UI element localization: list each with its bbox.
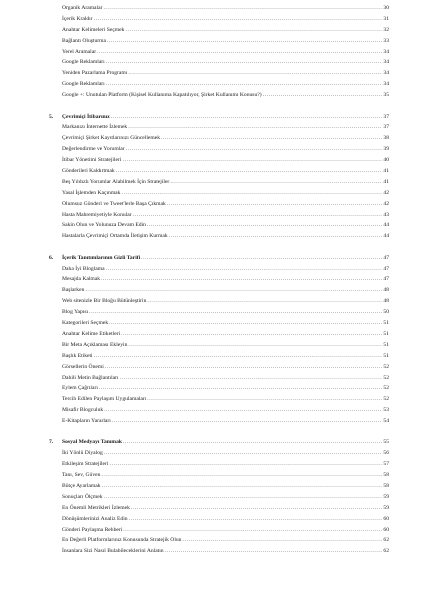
- toc-entry[interactable]: [0, 318, 431, 329]
- dot-leader: [129, 514, 383, 525]
- dot-leader: [104, 492, 383, 503]
- toc-entry-title: Google +: Unutulan Platform (Kişisel Kullanıma Kapatılıyor, Şirket Kullanımı Konusu?): [62, 92, 262, 99]
- toc-entry-title: Dönüşümlerinizi Analiz Edin: [62, 515, 128, 522]
- toc-entry[interactable]: [0, 481, 431, 492]
- toc-entry-page-number: 56: [383, 450, 389, 457]
- toc-entry-title: Yerel Aramalar: [62, 48, 97, 55]
- dot-leader: [99, 383, 383, 394]
- chapter-number: 5.: [49, 113, 54, 120]
- toc-entry-title: Bütçe Ayarlamak: [62, 483, 101, 490]
- toc-entry-title: En Değerli Platformlarınız Konusunda Stratejik Olun: [62, 537, 182, 544]
- dot-leader: [147, 220, 383, 231]
- toc-entry-page-number: 60: [383, 515, 389, 522]
- dot-leader: [121, 188, 382, 199]
- dot-leader: [109, 318, 382, 329]
- toc-entry-line: [62, 122, 389, 133]
- toc-entry-line: [62, 481, 389, 492]
- toc-entry-line: [62, 351, 389, 362]
- chapter-entry: [62, 112, 389, 123]
- toc-entry[interactable]: [0, 405, 431, 416]
- toc-entry-page-number: 60: [383, 526, 389, 533]
- toc-entry-page-number: 62: [383, 548, 389, 555]
- toc-entry-title: Hasta Mahremiyetiyle Konular: [62, 211, 132, 218]
- toc-entry-title: Tercih Edilen Paylaşım Uygulamaları: [62, 396, 147, 403]
- toc-entry-line: [62, 307, 389, 318]
- toc-entry-title: Markanızı İnternette İzlemek: [62, 124, 128, 131]
- chapter-heading[interactable]: [0, 253, 431, 264]
- toc-entry-page-number: 58: [383, 483, 389, 490]
- dot-leader: [101, 481, 382, 492]
- chapter-title: İçerik Tanıtımlarının Gizli Tarifi: [62, 254, 141, 261]
- toc-entry-line: [62, 177, 389, 188]
- toc-entry-line: [62, 3, 389, 14]
- toc-entry[interactable]: [0, 122, 431, 133]
- toc-entry-page-number: 42: [383, 200, 389, 207]
- dot-leader: [123, 437, 382, 448]
- dot-leader: [169, 231, 383, 242]
- toc-entry[interactable]: [0, 36, 431, 47]
- dot-leader: [105, 362, 383, 373]
- chapter-title: Sosyal Medyayı Tanımak: [62, 439, 122, 446]
- toc-entry-title: Başlarken: [62, 287, 85, 294]
- dot-leader: [107, 36, 382, 47]
- toc-entry-line: [62, 514, 389, 525]
- toc-entry-line: [62, 210, 389, 221]
- chapter-number: 6.: [49, 254, 54, 261]
- toc-entry[interactable]: [0, 362, 431, 373]
- toc-entry-line: [62, 25, 389, 36]
- toc-entry-line: [62, 133, 389, 144]
- toc-entry[interactable]: [0, 57, 431, 68]
- toc-entry-line: [62, 535, 389, 546]
- toc-entry-page-number: 52: [383, 396, 389, 403]
- dot-leader: [131, 503, 383, 514]
- toc-entry[interactable]: [0, 133, 431, 144]
- chapter-page-number: 47: [383, 254, 389, 261]
- toc-entry-page-number: 44: [383, 222, 389, 229]
- toc-entry[interactable]: [0, 144, 431, 155]
- toc-entry[interactable]: [0, 79, 431, 90]
- dot-leader: [106, 79, 383, 90]
- dot-leader: [161, 133, 382, 144]
- dot-leader: [128, 68, 382, 79]
- toc-entry-line: [62, 90, 389, 101]
- toc-entry-page-number: 50: [383, 309, 389, 316]
- toc-entry-title: Gönderileri Kaldırtmak: [62, 167, 115, 174]
- toc-entry-page-number: 42: [383, 189, 389, 196]
- toc-entry-line: [62, 47, 389, 58]
- toc-entry-title: Anahtar Kelime Etiketleri: [62, 330, 121, 337]
- toc-entry-title: Misafir Blogculuk: [62, 407, 104, 414]
- toc-entry-page-number: 31: [383, 15, 389, 22]
- toc-entry-line: [62, 144, 389, 155]
- toc-entry-title: Çevrimiçi Şirket Kayıtlarınızı Güncellemek: [62, 135, 161, 142]
- toc-entry-line: [62, 296, 389, 307]
- chapter-heading[interactable]: [0, 112, 431, 123]
- toc-entry[interactable]: [0, 296, 431, 307]
- toc-entry-page-number: 52: [383, 385, 389, 392]
- toc-entry-title: Etkileşim Stratejileri: [62, 461, 109, 468]
- toc-entry-line: [62, 188, 389, 199]
- toc-entry-page-number: 44: [383, 233, 389, 240]
- dot-leader: [103, 3, 382, 14]
- toc-entry[interactable]: [0, 459, 431, 470]
- toc-entry-line: [62, 36, 389, 47]
- toc-entry-page-number: 35: [383, 92, 389, 99]
- toc-entry-page-number: 51: [383, 352, 389, 359]
- dot-leader: [101, 470, 382, 481]
- toc-entry-line: [62, 373, 389, 384]
- chapter-number: 7.: [49, 439, 54, 446]
- toc-entry[interactable]: [0, 274, 431, 285]
- dot-leader: [101, 274, 382, 285]
- chapter-entry: [62, 253, 389, 264]
- toc-entry[interactable]: [0, 383, 431, 394]
- toc-entry-line: [62, 68, 389, 79]
- toc-entry-title: E-Kitapların Yararları: [62, 418, 111, 425]
- toc-entry-line: [62, 329, 389, 340]
- toc-entry[interactable]: [0, 220, 431, 231]
- toc-entry-title: Kategorileri Seçmek: [62, 320, 109, 327]
- toc-entry[interactable]: [0, 25, 431, 36]
- toc-entry-title: Google Reklamları: [62, 81, 105, 88]
- toc-entry-title: Bir Meta Açıklaması Ekleyin: [62, 341, 128, 348]
- table-of-contents: [0, 3, 431, 557]
- toc-entry-line: [62, 231, 389, 242]
- toc-entry-line: [62, 470, 389, 481]
- toc-entry-page-number: 41: [383, 167, 389, 174]
- toc-entry[interactable]: [0, 351, 431, 362]
- dot-leader: [89, 307, 382, 318]
- toc-entry-page-number: 33: [383, 37, 389, 44]
- toc-entry-title: İçerik Kraldır: [62, 15, 93, 22]
- toc-entry-line: [62, 166, 389, 177]
- toc-entry-title: Yeniden Pazarlama Programı: [62, 70, 128, 77]
- toc-entry[interactable]: [0, 199, 431, 210]
- toc-entry[interactable]: [0, 47, 431, 58]
- toc-entry-line: [62, 525, 389, 536]
- toc-entry-page-number: 32: [383, 26, 389, 33]
- toc-entry-page-number: 59: [383, 493, 389, 500]
- toc-entry[interactable]: [0, 535, 431, 546]
- toc-entry-title: Organik Aramalar: [62, 5, 103, 11]
- toc-entry[interactable]: [0, 231, 431, 242]
- toc-entry[interactable]: [0, 373, 431, 384]
- toc-entry[interactable]: [0, 68, 431, 79]
- toc-entry-page-number: 52: [383, 374, 389, 381]
- dot-leader: [141, 253, 382, 264]
- toc-entry-title: Sonuçları Ölçmek: [62, 493, 103, 500]
- toc-entry-page-number: 58: [383, 472, 389, 479]
- toc-entry-line: [62, 264, 389, 275]
- toc-entry-title: Görsellerin Önemi: [62, 363, 104, 370]
- dot-leader: [128, 122, 382, 133]
- toc-entry-title: Gönderi Paylaşma Rehberi: [62, 526, 123, 533]
- toc-entry-title: Anahtar Kelimeleri Seçmek: [62, 26, 125, 33]
- toc-entry-page-number: 57: [383, 461, 389, 468]
- toc-entry-line: [62, 57, 389, 68]
- toc-entry[interactable]: [0, 492, 431, 503]
- toc-entry-page-number: 51: [383, 330, 389, 337]
- dot-leader: [170, 177, 382, 188]
- toc-entry[interactable]: [0, 177, 431, 188]
- toc-entry-page-number: 51: [383, 341, 389, 348]
- toc-entry[interactable]: [0, 416, 431, 427]
- toc-entry-title: İki Yönlü Diyalog: [62, 450, 103, 457]
- toc-entry-title: Mesajda Kalmak: [62, 276, 101, 283]
- toc-entry-title: Web sitenizle Bir Bloğu Bütünleştirin: [62, 298, 147, 305]
- dot-leader: [94, 351, 383, 362]
- toc-entry[interactable]: [0, 329, 431, 340]
- toc-entry-page-number: 51: [383, 320, 389, 327]
- toc-entry-page-number: 34: [383, 59, 389, 66]
- dot-leader: [109, 459, 382, 470]
- toc-entry-line: [62, 199, 389, 210]
- toc-entry-title: Dahili Metin Bağlantıları: [62, 374, 119, 381]
- toc-entry-title: Daha İyi Bloglama: [62, 265, 105, 272]
- dot-leader: [121, 329, 382, 340]
- dot-leader: [125, 25, 382, 36]
- toc-entry-page-number: 41: [383, 178, 389, 185]
- toc-entry[interactable]: [0, 285, 431, 296]
- section-spacer: [0, 242, 431, 253]
- toc-entry-line: [62, 155, 389, 166]
- toc-entry-page-number: 34: [383, 81, 389, 88]
- toc-entry-title: Eylem Çağrıları: [62, 385, 98, 392]
- toc-entry[interactable]: [0, 307, 431, 318]
- toc-entry-page-number: 34: [383, 48, 389, 55]
- toc-entry[interactable]: [0, 3, 431, 14]
- dot-leader: [85, 285, 382, 296]
- dot-leader: [94, 14, 383, 25]
- toc-entry-title: Olumsuz Gönderi ve Tweet'lerle Başa Çıkmak: [62, 200, 166, 207]
- dot-leader: [120, 373, 383, 384]
- toc-entry-line: [62, 416, 389, 427]
- toc-entry-line: [62, 362, 389, 373]
- toc-entry-line: [62, 79, 389, 90]
- chapter-heading[interactable]: [0, 437, 431, 448]
- toc-entry-line: [62, 394, 389, 405]
- dot-leader: [126, 144, 383, 155]
- section-spacer: [0, 427, 431, 438]
- toc-entry-title: Bağlantı Oluşturma: [62, 37, 106, 44]
- dot-leader: [133, 210, 383, 221]
- toc-entry-page-number: 48: [383, 298, 389, 305]
- toc-entry-title: Sakin Olun ve Yolunuza Devam Edin: [62, 222, 146, 229]
- toc-entry-title: En Önemli Metrikleri İzlemek: [62, 504, 130, 511]
- toc-entry[interactable]: [0, 470, 431, 481]
- dot-leader: [104, 448, 383, 459]
- toc-entry-page-number: 39: [383, 146, 389, 153]
- toc-entry-line: [62, 220, 389, 231]
- dot-leader: [182, 535, 382, 546]
- toc-entry-title: Blog Yapısı: [62, 309, 89, 316]
- dot-leader: [147, 394, 382, 405]
- toc-entry-line: [62, 318, 389, 329]
- toc-entry-page-number: 62: [383, 537, 389, 544]
- dot-leader: [167, 199, 383, 210]
- toc-entry-line: [62, 448, 389, 459]
- toc-entry-line: [62, 459, 389, 470]
- toc-entry-title: Yasal İşlemden Kaçınmak: [62, 189, 121, 196]
- toc-entry[interactable]: [0, 448, 431, 459]
- toc-entry[interactable]: [0, 394, 431, 405]
- toc-entry-line: [62, 405, 389, 416]
- toc-entry[interactable]: [0, 90, 431, 101]
- toc-entry-title: Hastalarla Çevrimiçi Ortamda İletişim Kurmak: [62, 233, 168, 240]
- toc-entry-title: İtibar Yönetimi Stratejileri: [62, 157, 122, 164]
- toc-entry[interactable]: [0, 14, 431, 25]
- section-spacer: [0, 101, 431, 112]
- toc-entry-line: [62, 285, 389, 296]
- toc-entry-page-number: 30: [383, 5, 389, 11]
- toc-entry-title: Tanı, Sev, Güven: [62, 472, 101, 479]
- chapter-page-number: 55: [383, 439, 389, 446]
- toc-entry-page-number: 38: [383, 135, 389, 142]
- chapter-page-number: 37: [383, 113, 389, 120]
- toc-entry[interactable]: [0, 503, 431, 514]
- toc-entry-line: [62, 274, 389, 285]
- toc-entry-page-number: 47: [383, 265, 389, 272]
- toc-entry-page-number: 52: [383, 363, 389, 370]
- toc-entry[interactable]: [0, 166, 431, 177]
- toc-entry-title: Başlık Etiketi: [62, 352, 93, 359]
- toc-entry-line: [62, 383, 389, 394]
- toc-entry-line: [62, 340, 389, 351]
- dot-leader: [263, 90, 383, 101]
- dot-leader: [106, 57, 383, 68]
- dot-leader: [111, 112, 383, 123]
- toc-entry-page-number: 48: [383, 287, 389, 294]
- toc-entry[interactable]: [0, 210, 431, 221]
- dot-leader: [104, 405, 382, 416]
- toc-entry-line: [62, 503, 389, 514]
- dot-leader: [112, 416, 383, 427]
- chapter-title: Çevrimiçi İtibarınız: [62, 113, 110, 120]
- toc-entry[interactable]: [0, 155, 431, 166]
- dot-leader: [122, 155, 382, 166]
- toc-entry-page-number: 54: [383, 418, 389, 425]
- dot-leader: [106, 264, 383, 275]
- toc-entry[interactable]: [0, 264, 431, 275]
- toc-entry[interactable]: [0, 546, 431, 557]
- toc-entry-line: [62, 546, 389, 557]
- toc-entry-page-number: 47: [383, 276, 389, 283]
- toc-entry-title: Google Reklamları: [62, 59, 105, 66]
- dot-leader: [128, 340, 382, 351]
- toc-entry-line: [62, 14, 389, 25]
- toc-entry[interactable]: [0, 514, 431, 525]
- toc-entry-title: İnsanlara Sizi Nasıl Bulabileceklerini Anlatın: [62, 548, 164, 555]
- dot-leader: [147, 296, 382, 307]
- toc-entry[interactable]: [0, 340, 431, 351]
- toc-entry[interactable]: [0, 188, 431, 199]
- toc-entry-page-number: 53: [383, 407, 389, 414]
- dot-leader: [165, 546, 383, 557]
- toc-entry-title: Beş Yıldızlı Yorumlar Alabilmek İçin Stratejiler: [62, 178, 170, 185]
- toc-entry-page-number: 40: [383, 157, 389, 164]
- chapter-entry: [62, 437, 389, 448]
- toc-entry-page-number: 34: [383, 70, 389, 77]
- toc-entry[interactable]: [0, 525, 431, 536]
- toc-entry-page-number: 43: [383, 211, 389, 218]
- toc-entry-page-number: 59: [383, 504, 389, 511]
- dot-leader: [123, 525, 382, 536]
- toc-entry-title: Değerlendirme ve Yorumlar: [62, 146, 125, 153]
- dot-leader: [116, 166, 383, 177]
- toc-entry-page-number: 37: [383, 124, 389, 131]
- dot-leader: [97, 47, 382, 58]
- toc-entry-line: [62, 492, 389, 503]
